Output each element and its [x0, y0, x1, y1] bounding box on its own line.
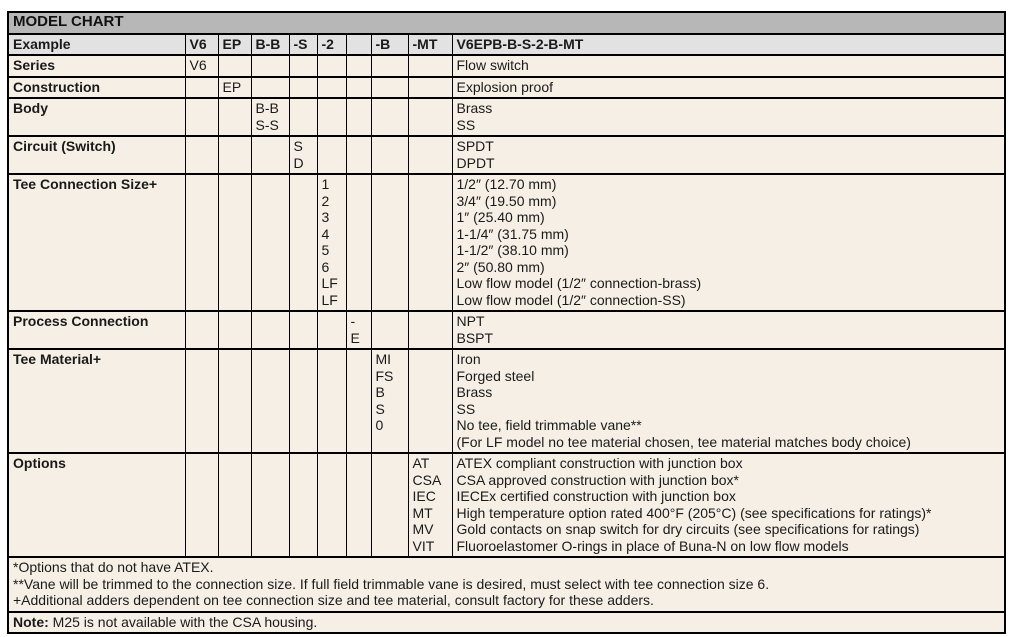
description-line: Forged steel [456, 367, 535, 384]
empty-cell [185, 453, 218, 557]
code-line: EP [222, 78, 242, 95]
empty-cell [251, 174, 289, 311]
code-line: AT [412, 455, 430, 471]
description-line: Brass [456, 100, 493, 116]
footnote-line: +Additional adders dependent on tee connection size and tee material, consult factory for these adders. [13, 592, 654, 608]
code-line: LF [321, 275, 338, 291]
empty-cell [346, 77, 371, 99]
code-line: 4 [321, 225, 330, 242]
footnotes-cell [8, 557, 1005, 612]
row-label-options: Options [8, 453, 185, 557]
description-line: Low flow model (1/2″ connection-SS) [456, 291, 686, 308]
empty-cell [251, 349, 289, 453]
row-label-tee-connection-size: Tee Connection Size+ [8, 174, 185, 311]
empty-cell [317, 136, 346, 174]
row-label-series: Series [8, 55, 185, 77]
empty-cell [218, 55, 251, 77]
description-line: Explosion proof [456, 78, 554, 95]
empty-cell [185, 136, 218, 174]
example-code-cell: -2 [317, 34, 346, 56]
code-line: 3 [321, 209, 330, 225]
code-line: MV [412, 521, 434, 537]
empty-cell [251, 77, 289, 99]
code-cell-construction [218, 77, 251, 99]
code-line: 0 [375, 417, 384, 433]
empty-cell [317, 98, 346, 136]
empty-cell [346, 98, 371, 136]
code-line: 1 [321, 176, 330, 192]
footnote-line: *Options that do not have ATEX. [13, 559, 214, 575]
code-cell-body [251, 98, 289, 136]
note-label: Note: [13, 613, 49, 630]
code-cell-tee-material [371, 349, 408, 453]
note-text: M25 is not available with the CSA housing. [48, 613, 318, 630]
empty-cell [317, 453, 346, 557]
description-line: IECEx certified construction with junction box [456, 488, 736, 504]
empty-cell [371, 98, 408, 136]
description-line: ATEX compliant construction with junction box [456, 455, 743, 471]
example-code-cell: EP [218, 34, 251, 56]
description-line: 2″ (50.80 mm) [456, 258, 545, 275]
code-line: 5 [321, 242, 330, 258]
code-cell-process-connection [346, 311, 371, 349]
chart-title-row [8, 12, 1005, 34]
empty-cell [408, 98, 452, 136]
empty-cell [289, 453, 317, 557]
example-row [8, 34, 1005, 56]
row-tee-connection-size [8, 174, 1005, 311]
description-cell-tee-connection-size [452, 174, 1005, 311]
empty-cell [317, 77, 346, 99]
description-cell-process-connection [452, 311, 1005, 349]
code-line: VIT [412, 537, 435, 554]
empty-cell [218, 136, 251, 174]
description-line: BSPT [456, 329, 494, 346]
empty-cell [408, 311, 452, 349]
code-cell-circuit-switch [289, 136, 317, 174]
code-line: S [293, 138, 303, 154]
description-line: (For LF model no tee material chosen, tee material matches body choice) [456, 433, 911, 450]
empty-cell [289, 349, 317, 453]
empty-cell [371, 453, 408, 557]
row-circuit-switch [8, 136, 1005, 174]
model-chart-table [7, 11, 1006, 634]
code-line: CSA [412, 471, 442, 488]
empty-cell [371, 77, 408, 99]
empty-cell [346, 349, 371, 453]
row-series [8, 55, 1005, 77]
description-cell-body [452, 98, 1005, 136]
row-label-circuit-switch: Circuit (Switch) [8, 136, 185, 174]
example-code-cell: -S [289, 34, 317, 56]
footnotes-row [8, 557, 1005, 612]
code-line: E [350, 329, 360, 346]
description-line: 1-1/4″ (31.75 mm) [456, 225, 569, 242]
description-line: 3/4″ (19.50 mm) [456, 192, 557, 209]
empty-cell [251, 136, 289, 174]
empty-cell [185, 174, 218, 311]
empty-cell [408, 55, 452, 77]
description-cell-tee-material [452, 349, 1005, 453]
empty-cell [346, 174, 371, 311]
empty-cell [251, 55, 289, 77]
description-line: DPDT [456, 154, 495, 171]
empty-cell [185, 349, 218, 453]
code-line: MI [375, 351, 392, 367]
description-cell-options [452, 453, 1005, 557]
empty-cell [289, 174, 317, 311]
example-code-cell: -B [371, 34, 408, 56]
code-line: V6 [189, 57, 207, 73]
example-code-cell: B-B [251, 34, 289, 56]
description-cell-series [452, 55, 1005, 77]
empty-cell [371, 55, 408, 77]
empty-cell [408, 174, 452, 311]
empty-cell [289, 311, 317, 349]
empty-cell [317, 349, 346, 453]
empty-cell [251, 311, 289, 349]
description-line: 1″ (25.40 mm) [456, 209, 545, 225]
row-tee-material [8, 349, 1005, 453]
code-line: S-S [255, 116, 279, 133]
description-line: Iron [456, 351, 481, 367]
empty-cell [408, 77, 452, 99]
code-cell-options [408, 453, 452, 557]
empty-cell [218, 311, 251, 349]
note-row [8, 612, 1005, 634]
empty-cell [408, 136, 452, 174]
code-line: D [293, 154, 304, 171]
description-line: SS [456, 400, 476, 417]
description-line: Flow switch [456, 57, 529, 73]
empty-cell [185, 98, 218, 136]
empty-cell [317, 55, 346, 77]
code-line: 6 [321, 258, 330, 275]
example-code-cell: -MT [408, 34, 452, 56]
description-line: Gold contacts on snap switch for dry circuits (see specifications for ratings) [456, 521, 920, 537]
code-line: 2 [321, 192, 330, 209]
code-cell-series [185, 55, 218, 77]
row-label-tee-material: Tee Material+ [8, 349, 185, 453]
row-label-process-connection: Process Connection [8, 311, 185, 349]
empty-cell [289, 55, 317, 77]
description-line: Brass [456, 384, 493, 400]
row-label-body: Body [8, 98, 185, 136]
example-code-cell: V6 [185, 34, 218, 56]
code-line: S [375, 400, 385, 417]
empty-cell [218, 453, 251, 557]
empty-cell [346, 55, 371, 77]
code-line: IEC [412, 488, 436, 504]
empty-cell [185, 77, 218, 99]
code-line: FS [375, 367, 394, 384]
description-line: SPDT [456, 138, 494, 154]
empty-cell [408, 349, 452, 453]
chart-title: MODEL CHART [8, 12, 1005, 34]
empty-cell [289, 77, 317, 99]
empty-cell [346, 453, 371, 557]
row-process-connection [8, 311, 1005, 349]
description-line: CSA approved construction with junction box* [456, 471, 739, 488]
empty-cell [218, 349, 251, 453]
description-line: High temperature option rated 400°F (205°C) (see specifications for ratings)* [456, 504, 932, 521]
description-line: Low flow model (1/2″ connection-brass) [456, 275, 702, 291]
code-line: MT [412, 504, 433, 521]
description-cell-circuit-switch [452, 136, 1005, 174]
empty-cell [218, 98, 251, 136]
code-line: B-B [255, 100, 279, 116]
empty-cell [346, 136, 371, 174]
row-body [8, 98, 1005, 136]
row-options [8, 453, 1005, 557]
example-label: Example [8, 34, 185, 56]
description-line: SS [456, 116, 476, 133]
example-code-cell [346, 34, 371, 56]
empty-cell [251, 453, 289, 557]
note-cell [8, 612, 1005, 634]
empty-cell [289, 98, 317, 136]
empty-cell [371, 174, 408, 311]
code-line: LF [321, 291, 338, 308]
empty-cell [218, 174, 251, 311]
example-model: V6EPB-B-S-2-B-MT [452, 34, 1005, 56]
code-cell-tee-connection-size [317, 174, 346, 311]
empty-cell [371, 136, 408, 174]
footnote-line: **Vane will be trimmed to the connection size. If full field trimmable vane is desired, must select with tee connection size 6. [13, 575, 770, 592]
description-line: 1-1/2″ (38.10 mm) [456, 242, 569, 258]
code-line: - [350, 313, 356, 329]
description-line: 1/2″ (12.70 mm) [456, 176, 557, 192]
description-line: Fluoroelastomer O-rings in place of Buna-N on low flow models [456, 537, 849, 554]
row-label-construction: Construction [8, 77, 185, 99]
empty-cell [185, 311, 218, 349]
description-line: No tee, field trimmable vane** [456, 417, 642, 433]
row-construction [8, 77, 1005, 99]
empty-cell [371, 311, 408, 349]
code-line: B [375, 384, 385, 400]
description-line: NPT [456, 313, 485, 329]
empty-cell [317, 311, 346, 349]
description-cell-construction [452, 77, 1005, 99]
